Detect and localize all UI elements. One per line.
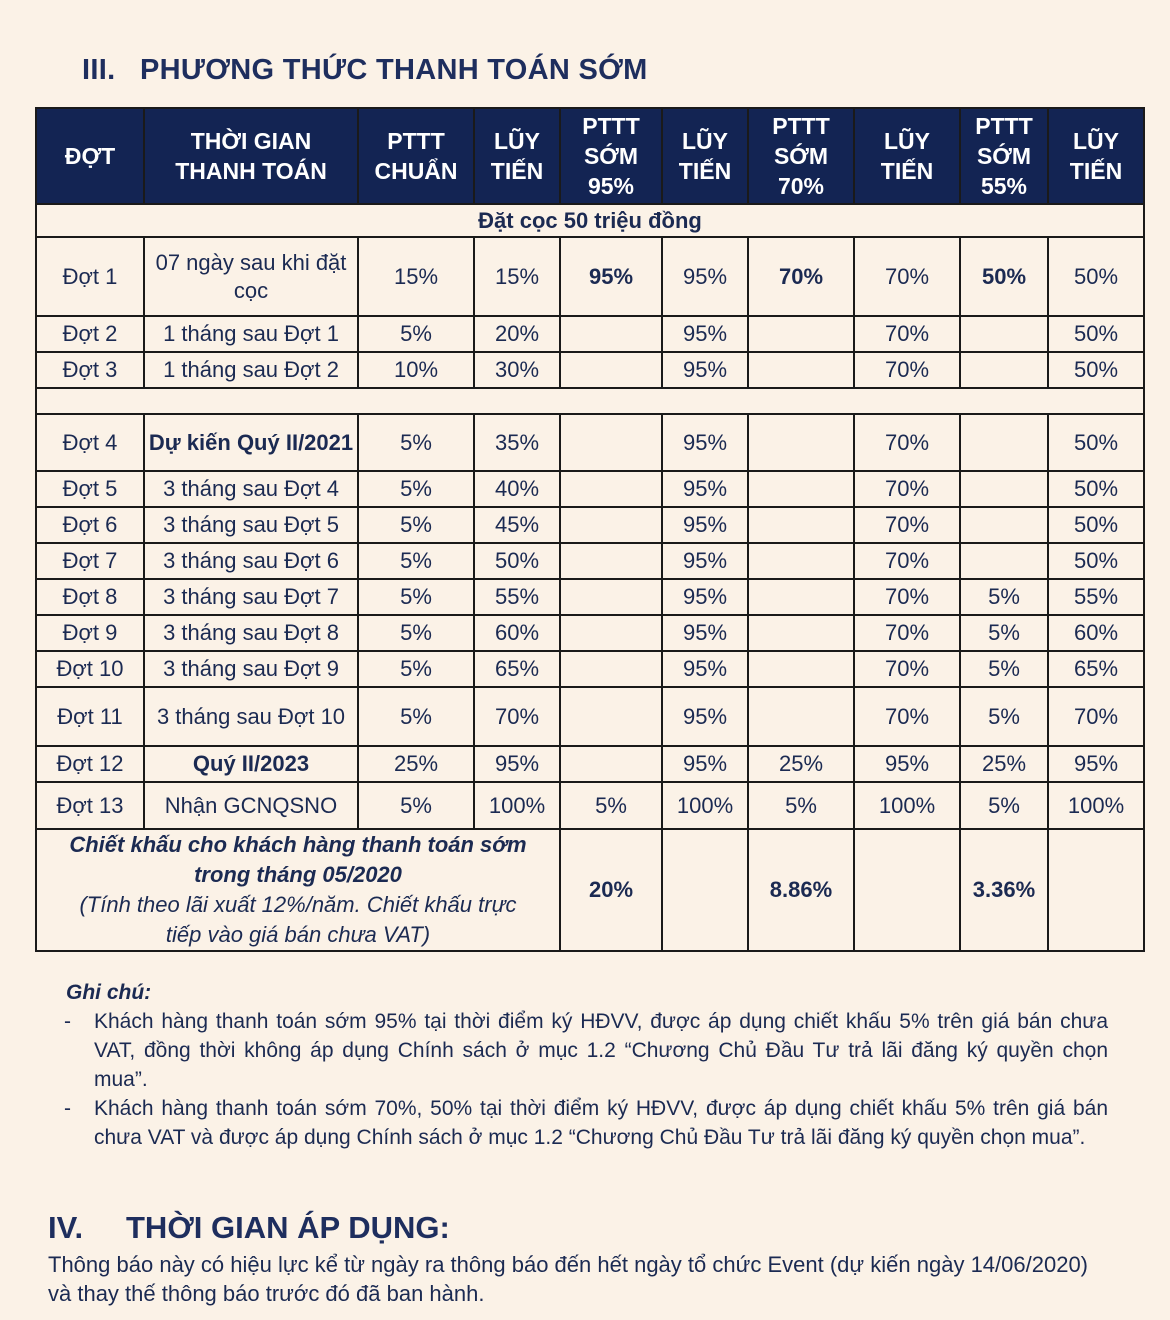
note-dash: -: [64, 1097, 71, 1120]
early70-cell: [748, 543, 854, 579]
cumulative-cell: 100%: [474, 782, 560, 829]
section-4-number: IV.: [48, 1210, 84, 1245]
table-row: [36, 237, 1144, 316]
cumulative-cell: 60%: [1048, 615, 1144, 651]
cumulative-cell: 65%: [1048, 651, 1144, 687]
cumulative-cell: 100%: [854, 782, 960, 829]
cumulative-cell: 95%: [1048, 746, 1144, 782]
table-row: [36, 782, 1144, 829]
standard-cell: 5%: [358, 579, 474, 615]
note-item: [48, 1094, 1108, 1152]
installment-cell: Đợt 12: [36, 746, 144, 782]
early95-cell: [560, 651, 662, 687]
early95-cell: 95%: [560, 237, 662, 316]
cumulative-cell: 70%: [854, 507, 960, 543]
installment-cell: Đợt 8: [36, 579, 144, 615]
cumulative-cell: 95%: [662, 687, 748, 746]
standard-cell: 5%: [358, 414, 474, 471]
standard-cell: 25%: [358, 746, 474, 782]
early70-cell: [748, 414, 854, 471]
early55-cell: [960, 543, 1048, 579]
spacer-row: [36, 388, 1144, 414]
installment-cell: Đợt 5: [36, 471, 144, 507]
discount-95-cell: 20%: [560, 829, 662, 951]
early95-cell: [560, 615, 662, 651]
discount-70-cell: 8.86%: [748, 829, 854, 951]
time-cell: Quý II/2023: [144, 746, 358, 782]
early55-cell: [960, 471, 1048, 507]
cumulative-cell: 70%: [854, 615, 960, 651]
table-header-row: [36, 108, 1144, 204]
time-cell: 3 tháng sau Đợt 7: [144, 579, 358, 615]
empty-cell: [662, 829, 748, 951]
cumulative-cell: 95%: [662, 237, 748, 316]
early95-cell: [560, 414, 662, 471]
standard-cell: 5%: [358, 316, 474, 352]
cumulative-cell: 95%: [662, 543, 748, 579]
cumulative-cell: 95%: [854, 746, 960, 782]
cumulative-cell: 100%: [662, 782, 748, 829]
early55-cell: [960, 352, 1048, 388]
cumulative-cell: 55%: [474, 579, 560, 615]
early95-cell: 5%: [560, 782, 662, 829]
standard-cell: 10%: [358, 352, 474, 388]
early55-cell: 5%: [960, 687, 1048, 746]
time-cell: Dự kiến Quý II/2021: [144, 414, 358, 471]
early55-cell: [960, 316, 1048, 352]
early55-cell: 5%: [960, 782, 1048, 829]
discount-row: [36, 829, 1144, 951]
time-cell: 3 tháng sau Đợt 5: [144, 507, 358, 543]
cumulative-cell: 70%: [854, 414, 960, 471]
early70-cell: [748, 471, 854, 507]
cumulative-cell: 70%: [1048, 687, 1144, 746]
cumulative-cell: 95%: [662, 651, 748, 687]
cumulative-cell: 70%: [854, 543, 960, 579]
section-3-title: PHƯƠNG THỨC THANH TOÁN SỚM: [140, 54, 648, 86]
installment-cell: Đợt 2: [36, 316, 144, 352]
installment-cell: Đợt 11: [36, 687, 144, 746]
header-cell: THỜI GIAN THANH TOÁN: [144, 108, 358, 204]
early70-cell: [748, 316, 854, 352]
early70-cell: [748, 352, 854, 388]
table-row: [36, 507, 1144, 543]
cumulative-cell: 65%: [474, 651, 560, 687]
standard-cell: 15%: [358, 237, 474, 316]
discount-note-line: (Tính theo lãi xuất 12%/năm. Chiết khấu trực: [79, 892, 517, 917]
section-4-title: THỜI GIAN ÁP DỤNG:: [126, 1210, 450, 1245]
cumulative-cell: 70%: [854, 687, 960, 746]
early70-cell: 70%: [748, 237, 854, 316]
time-cell: 1 tháng sau Đợt 2: [144, 352, 358, 388]
time-cell: 3 tháng sau Đợt 9: [144, 651, 358, 687]
cumulative-cell: 50%: [1048, 352, 1144, 388]
header-cell: PTTT SỚM 95%: [560, 108, 662, 204]
table-row: [36, 352, 1144, 388]
discount-label-line: Chiết khấu cho khách hàng thanh toán sớm: [69, 832, 527, 857]
section-3-heading: [82, 54, 648, 87]
early95-cell: [560, 543, 662, 579]
cumulative-cell: 50%: [1048, 507, 1144, 543]
table-row: [36, 615, 1144, 651]
installment-cell: Đợt 9: [36, 615, 144, 651]
cumulative-cell: 95%: [662, 507, 748, 543]
cumulative-cell: 50%: [1048, 414, 1144, 471]
cumulative-cell: 70%: [854, 651, 960, 687]
cumulative-cell: 50%: [474, 543, 560, 579]
table-row: [36, 543, 1144, 579]
early55-cell: 5%: [960, 579, 1048, 615]
cumulative-cell: 15%: [474, 237, 560, 316]
early70-cell: [748, 687, 854, 746]
deposit-label: Đặt cọc 50 triệu đồng: [36, 204, 1144, 237]
early55-cell: 25%: [960, 746, 1048, 782]
cumulative-cell: 95%: [662, 352, 748, 388]
early95-cell: [560, 507, 662, 543]
header-cell: LŨY TIẾN: [662, 108, 748, 204]
cumulative-cell: 45%: [474, 507, 560, 543]
time-cell: 3 tháng sau Đợt 6: [144, 543, 358, 579]
deposit-row: [36, 204, 1144, 237]
header-cell: LŨY TIẾN: [1048, 108, 1144, 204]
header-cell: ĐỢT: [36, 108, 144, 204]
early95-cell: [560, 471, 662, 507]
section-3-number: III.: [82, 54, 116, 86]
early55-cell: 5%: [960, 651, 1048, 687]
header-cell: PTTT CHUẨN: [358, 108, 474, 204]
section-4-heading: [48, 1210, 450, 1246]
early55-cell: [960, 414, 1048, 471]
cumulative-cell: 70%: [854, 352, 960, 388]
cumulative-cell: 70%: [474, 687, 560, 746]
cumulative-cell: 50%: [1048, 316, 1144, 352]
time-cell: 3 tháng sau Đợt 8: [144, 615, 358, 651]
header-cell: LŨY TIẾN: [474, 108, 560, 204]
empty-cell: [854, 829, 960, 951]
standard-cell: 5%: [358, 687, 474, 746]
table-row: [36, 746, 1144, 782]
time-cell: Nhận GCNQSNO: [144, 782, 358, 829]
cumulative-cell: 100%: [1048, 782, 1144, 829]
early70-cell: 25%: [748, 746, 854, 782]
discount-label-cell: [36, 829, 560, 951]
cumulative-cell: 95%: [662, 316, 748, 352]
spacer-cell: [36, 388, 1144, 414]
discount-note-line: tiếp vào giá bán chưa VAT): [165, 922, 431, 947]
payment-schedule-table: [35, 107, 1145, 952]
standard-cell: 5%: [358, 543, 474, 579]
installment-cell: Đợt 4: [36, 414, 144, 471]
standard-cell: 5%: [358, 782, 474, 829]
table-row: [36, 471, 1144, 507]
discount-55-cell: 3.36%: [960, 829, 1048, 951]
installment-cell: Đợt 6: [36, 507, 144, 543]
standard-cell: 5%: [358, 507, 474, 543]
notes-section: [48, 978, 1108, 1152]
header-cell: PTTT SỚM 70%: [748, 108, 854, 204]
cumulative-cell: 60%: [474, 615, 560, 651]
cumulative-cell: 40%: [474, 471, 560, 507]
empty-cell: [1048, 829, 1144, 951]
standard-cell: 5%: [358, 651, 474, 687]
table-row: [36, 316, 1144, 352]
table-row: [36, 687, 1144, 746]
cumulative-cell: 70%: [854, 471, 960, 507]
discount-label-line: trong tháng 05/2020: [194, 862, 402, 887]
cumulative-cell: 30%: [474, 352, 560, 388]
early95-cell: [560, 746, 662, 782]
time-cell: 3 tháng sau Đợt 4: [144, 471, 358, 507]
cumulative-cell: 50%: [1048, 471, 1144, 507]
early55-cell: 50%: [960, 237, 1048, 316]
standard-cell: 5%: [358, 471, 474, 507]
cumulative-cell: 35%: [474, 414, 560, 471]
early70-cell: 5%: [748, 782, 854, 829]
early55-cell: 5%: [960, 615, 1048, 651]
early95-cell: [560, 687, 662, 746]
section-4-body: Thông báo này có hiệu lực kể từ ngày ra thông báo đến hết ngày tổ chức Event (dự kiến ngày 14/06/2020) và thay thế thông báo trước đó đã ban hành.: [48, 1252, 1088, 1306]
cumulative-cell: 95%: [662, 579, 748, 615]
note-item: [48, 1007, 1108, 1094]
note-dash: -: [64, 1010, 71, 1033]
time-cell: 1 tháng sau Đợt 1: [144, 316, 358, 352]
cumulative-cell: 70%: [854, 579, 960, 615]
header-cell: PTTT SỚM 55%: [960, 108, 1048, 204]
notes-title: Ghi chú:: [66, 981, 152, 1004]
header-cell: LŨY TIẾN: [854, 108, 960, 204]
early70-cell: [748, 507, 854, 543]
note-text: Khách hàng thanh toán sớm 95% tại thời điểm ký HĐVV, được áp dụng chiết khấu 5% trên giá bán chưa VAT, đồng thời không áp dụng Chính sách ở mục 1.2 “Chương Chủ Đầu Tư trả lãi đăng ký quyền chọn mua”.: [94, 1010, 1108, 1091]
cumulative-cell: 20%: [474, 316, 560, 352]
early70-cell: [748, 615, 854, 651]
cumulative-cell: 95%: [662, 471, 748, 507]
installment-cell: Đợt 10: [36, 651, 144, 687]
time-cell: 07 ngày sau khi đặt cọc: [144, 237, 358, 316]
early95-cell: [560, 352, 662, 388]
early95-cell: [560, 316, 662, 352]
cumulative-cell: 70%: [854, 237, 960, 316]
installment-cell: Đợt 1: [36, 237, 144, 316]
cumulative-cell: 70%: [854, 316, 960, 352]
early70-cell: [748, 579, 854, 615]
early95-cell: [560, 579, 662, 615]
cumulative-cell: 50%: [1048, 237, 1144, 316]
cumulative-cell: 95%: [662, 746, 748, 782]
cumulative-cell: 95%: [662, 414, 748, 471]
installment-cell: Đợt 13: [36, 782, 144, 829]
early55-cell: [960, 507, 1048, 543]
installment-cell: Đợt 3: [36, 352, 144, 388]
cumulative-cell: 55%: [1048, 579, 1144, 615]
standard-cell: 5%: [358, 615, 474, 651]
time-cell: 3 tháng sau Đợt 10: [144, 687, 358, 746]
cumulative-cell: 95%: [662, 615, 748, 651]
cumulative-cell: 95%: [474, 746, 560, 782]
note-text: Khách hàng thanh toán sớm 70%, 50% tại thời điểm ký HĐVV, được áp dụng chiết khấu 5% trên giá bán chưa VAT và được áp dụng Chính sách ở mục 1.2 “Chương Chủ Đầu Tư trả lãi đăng ký quyền chọn mua”.: [94, 1097, 1108, 1149]
early70-cell: [748, 651, 854, 687]
table-row: [36, 579, 1144, 615]
cumulative-cell: 50%: [1048, 543, 1144, 579]
installment-cell: Đợt 7: [36, 543, 144, 579]
table-row: [36, 651, 1144, 687]
table-row: [36, 414, 1144, 471]
